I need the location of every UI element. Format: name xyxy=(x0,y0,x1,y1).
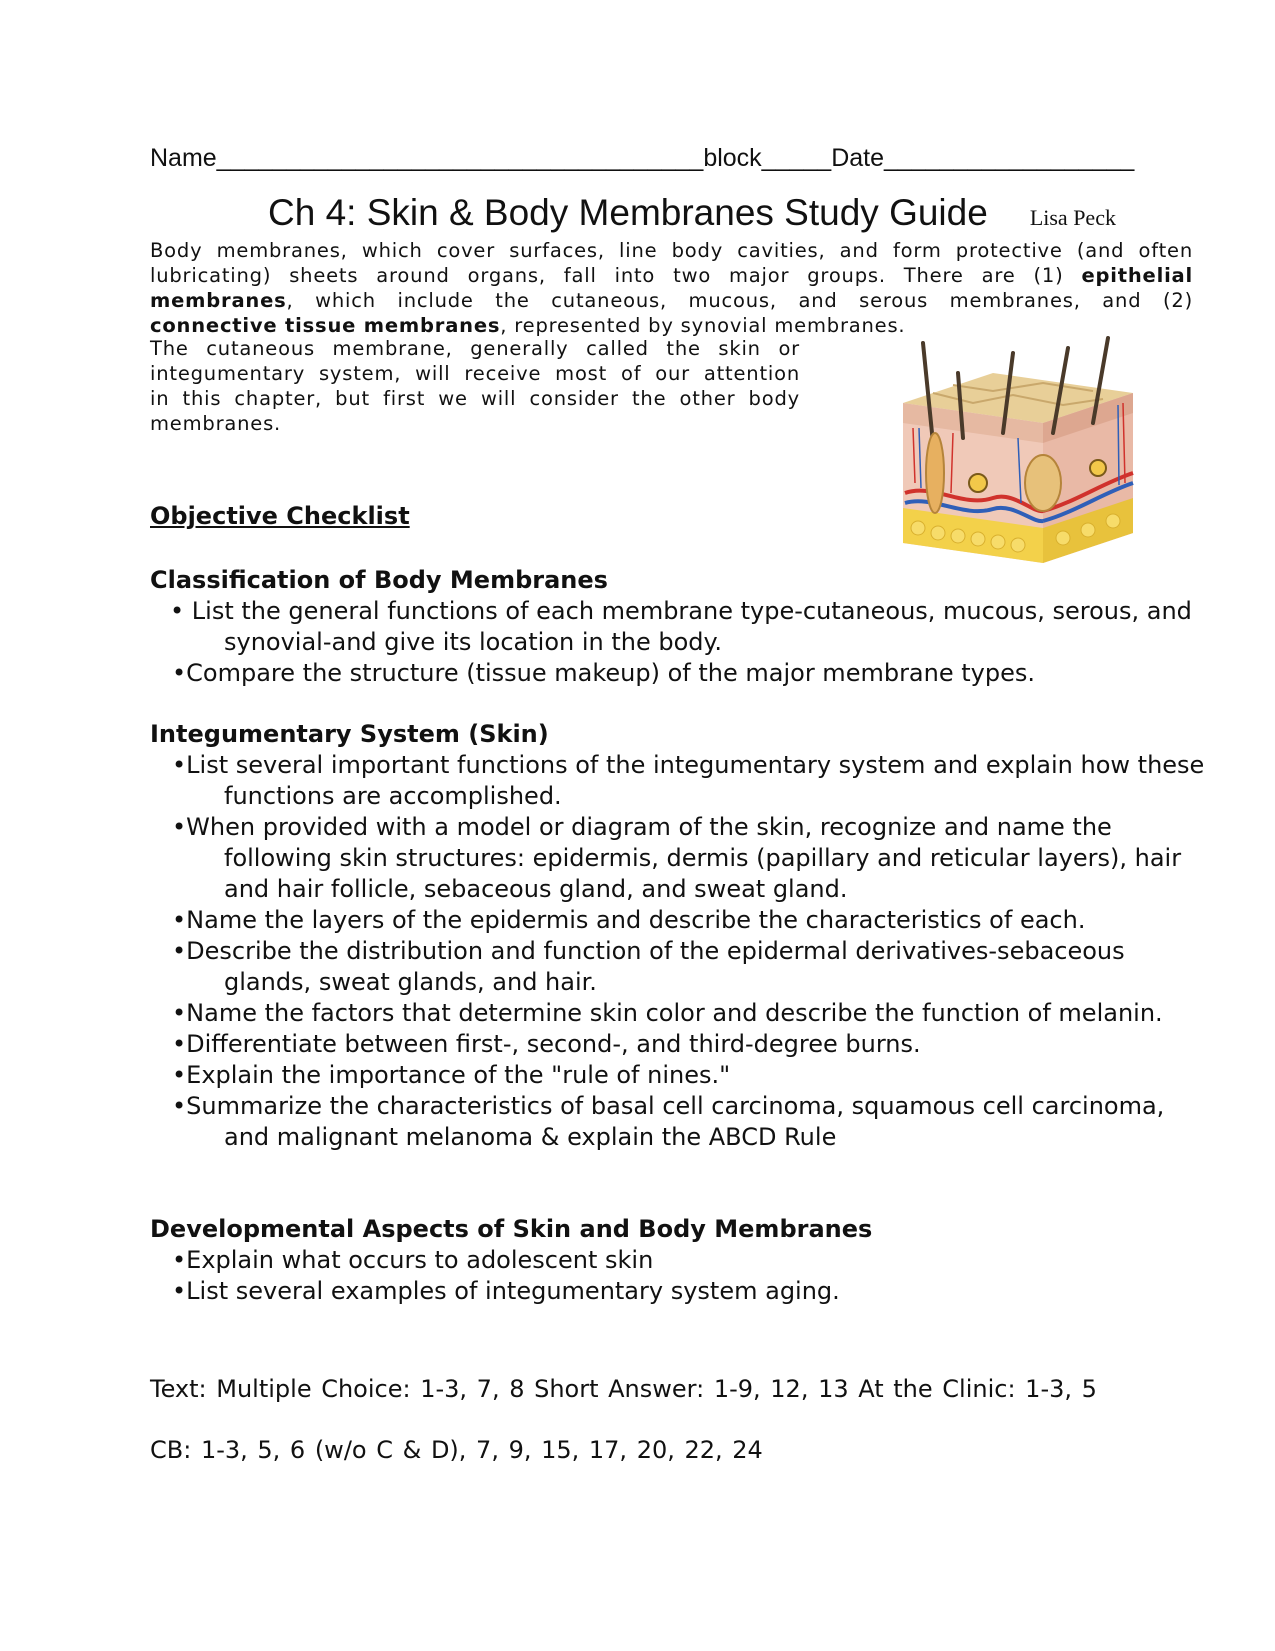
cutaneous-line-2: integumentary system, will receive most of our attention xyxy=(150,362,800,385)
list-item: •Name the factors that determine skin color and describe the function of melanin. xyxy=(172,999,1163,1027)
sebaceous-gland xyxy=(1025,455,1061,511)
intro-paragraph xyxy=(150,238,1193,338)
list-item: •Name the layers of the epidermis and describe the characteristics of each. xyxy=(172,906,1086,934)
membranes-term: membranes xyxy=(150,289,287,312)
intro-line-3 xyxy=(150,288,1193,313)
hair-follicle xyxy=(926,433,944,513)
list-item: •Differentiate between first-, second-, and third-degree burns. xyxy=(172,1030,921,1058)
text-assignments: Text: Multiple Choice: 1-3, 7, 8 Short Answer: 1-9, 12, 13 At the Clinic: 1-3, 5 xyxy=(150,1375,1097,1403)
connective-tissue-term: connective tissue membranes xyxy=(150,314,501,337)
list-item: •Compare the structure (tissue makeup) of the major membrane types. xyxy=(172,659,1035,687)
section-heading: Classification of Body Membranes xyxy=(150,566,608,594)
list-item: •Summarize the characteristics of basal cell carcinoma, squamous cell carcinoma, and malignant melanoma & explain the ABCD Rule xyxy=(172,1092,1165,1151)
list-item: • List the general functions of each membrane type-cutaneous, mucous, serous, and synovial-and give its location in the body. xyxy=(170,597,1192,656)
cutaneous-paragraph xyxy=(150,336,800,436)
intro-line-1: Body membranes, which cover surfaces, line body cavities, and form protective (and often xyxy=(150,239,1193,262)
skin-cross-section-illustration xyxy=(893,333,1143,573)
section-classification xyxy=(150,565,1210,689)
intro-line-2-text: lubricating) sheets around organs, fall into two major groups. There are (1) xyxy=(150,264,1082,287)
intro-line-4-text: , represented by synovial membranes. xyxy=(500,314,906,337)
list-item: •List several important functions of the integumentary system and explain how these functions are accomplished. xyxy=(172,751,1205,810)
section-heading: Developmental Aspects of Skin and Body Membranes xyxy=(150,1215,873,1243)
section-integumentary xyxy=(150,719,1210,1153)
name-block-date-line: Name___________________________________block_____Date__________________ xyxy=(150,144,1135,172)
section-developmental xyxy=(150,1214,1210,1307)
cutaneous-line-3: in this chapter, but first we will consider the other body xyxy=(150,387,800,410)
list-item: •Describe the distribution and function of the epidermal derivatives-sebaceous glands, sweat glands, and hair. xyxy=(172,937,1125,996)
list-item: •Explain the importance of the "rule of nines." xyxy=(172,1061,731,1089)
cutaneous-line-1: The cutaneous membrane, generally called the skin or xyxy=(150,337,800,360)
epithelial-term: epithelial xyxy=(1081,264,1193,287)
list-item: •When provided with a model or diagram of the skin, recognize and name the following skin structures: epidermis, dermis (papillary and reticular layers), hair and hair follicle, sebaceous gland, and sweat gland. xyxy=(172,813,1182,903)
section-heading: Integumentary System (Skin) xyxy=(150,720,549,748)
list-item: •Explain what occurs to adolescent skin xyxy=(172,1246,654,1274)
title-row xyxy=(268,192,1116,234)
intro-line-3-text: , which include the cutaneous, mucous, and serous membranes, and (2) xyxy=(286,289,1193,312)
intro-line-2 xyxy=(150,263,1193,288)
list-item: •List several examples of integumentary system aging. xyxy=(172,1277,840,1305)
objective-checklist-heading: Objective Checklist xyxy=(150,502,410,530)
cutaneous-line-4: membranes. xyxy=(150,412,282,435)
page-title: Ch 4: Skin & Body Membranes Study Guide xyxy=(268,192,988,233)
sweat-gland xyxy=(969,474,987,492)
author-name: Lisa Peck xyxy=(1029,205,1116,230)
cb-assignments: CB: 1-3, 5, 6 (w/o C & D), 7, 9, 15, 17, 20, 22, 24 xyxy=(150,1436,763,1464)
